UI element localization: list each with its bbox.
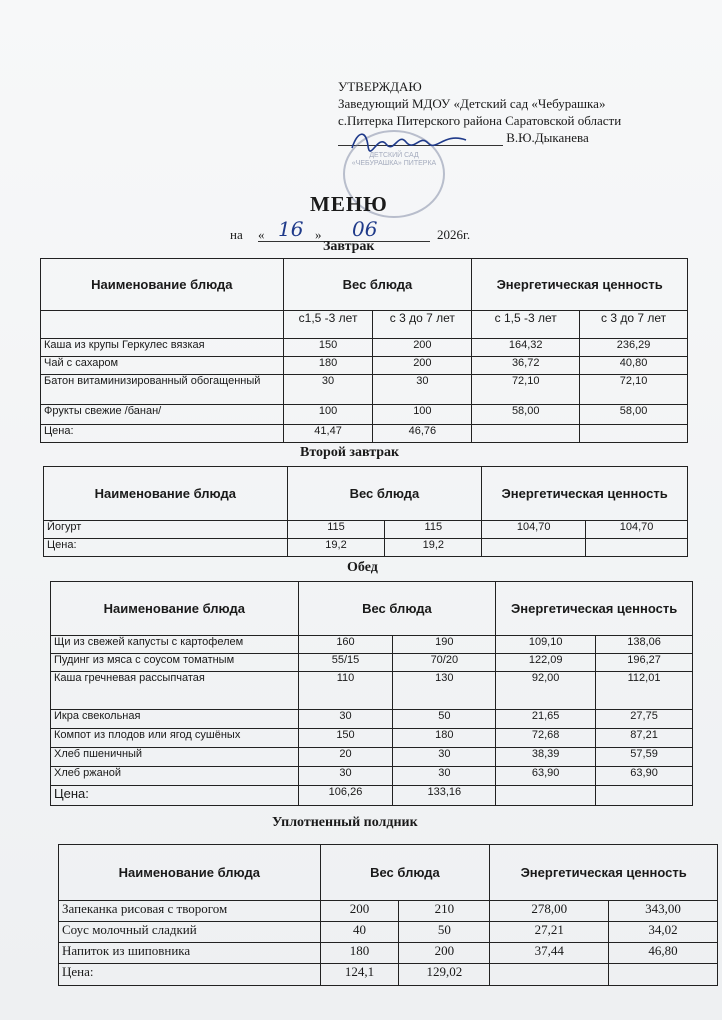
dish-name: Йогурт — [44, 521, 288, 539]
signer-name: В.Ю.Дыканева — [506, 130, 589, 145]
weight-younger: 180 — [320, 943, 399, 964]
header-name: Наименование блюда — [51, 582, 299, 636]
lunch-table — [50, 581, 693, 806]
weight-younger: 55/15 — [298, 654, 393, 672]
dish-name: Запеканка рисовая с творогом — [59, 901, 321, 922]
weight-younger: 150 — [283, 339, 373, 357]
weight-younger: 30 — [298, 767, 393, 786]
handwritten-signature — [348, 128, 468, 156]
menu-date — [230, 217, 490, 242]
weight-older: 210 — [399, 901, 490, 922]
approval-position: Заведующий МДОУ «Детский сад «Чебурашка» — [338, 96, 606, 111]
table-row — [59, 943, 718, 964]
table-header-row — [44, 467, 688, 521]
weight-older: 30 — [373, 375, 472, 405]
energy-older: 58,00 — [580, 405, 688, 425]
price-label: Цена: — [44, 539, 288, 557]
weight-older: 100 — [373, 405, 472, 425]
age-energy-older: с 3 до 7 лет — [580, 311, 688, 339]
weight-younger: 150 — [298, 729, 393, 748]
energy-older: 40,80 — [580, 357, 688, 375]
header-name: Наименование блюда — [59, 845, 321, 901]
weight-younger: 200 — [320, 901, 399, 922]
price-older: 133,16 — [393, 786, 496, 806]
weight-older: 50 — [393, 710, 496, 729]
weight-older: 50 — [399, 922, 490, 943]
header-energy: Энергетическая ценность — [496, 582, 693, 636]
header-energy: Энергетическая ценность — [490, 845, 718, 901]
stamp-text: ДЕТСКИЙ САД «ЧЕБУРАШКА» ПИТЕРКА — [351, 152, 437, 167]
table-row — [44, 521, 688, 539]
energy-younger: 164,32 — [472, 339, 580, 357]
header-weight: Вес блюда — [287, 467, 482, 521]
table-row — [51, 710, 693, 729]
energy-older: 46,80 — [609, 943, 718, 964]
dish-name: Соус молочный сладкий — [59, 922, 321, 943]
weight-older: 30 — [393, 748, 496, 767]
table-row — [59, 922, 718, 943]
energy-older: 34,02 — [609, 922, 718, 943]
approval-location: с.Питерка Питерского района Саратовской области — [338, 113, 622, 128]
second-breakfast-table — [43, 466, 688, 557]
weight-older: 115 — [385, 521, 482, 539]
energy-younger: 27,21 — [490, 922, 609, 943]
age-weight-younger: с1,5 -3 лет — [283, 311, 373, 339]
energy-older: 196,27 — [596, 654, 693, 672]
table-header-row — [59, 845, 718, 901]
dish-name: Компот из плодов или ягод сушёных — [51, 729, 299, 748]
energy-younger: 37,44 — [490, 943, 609, 964]
weight-older: 190 — [393, 636, 496, 654]
table-header-row — [41, 259, 688, 311]
table-row — [41, 339, 688, 357]
dish-name: Каша из крупы Геркулес вязкая — [41, 339, 284, 357]
energy-older: 138,06 — [596, 636, 693, 654]
table-row — [51, 672, 693, 710]
energy-older: 236,29 — [580, 339, 688, 357]
dish-name: Батон витаминизированный обогащенный — [41, 375, 284, 405]
energy-younger: 122,09 — [496, 654, 596, 672]
weight-younger: 110 — [298, 672, 393, 710]
date-month: 06 — [352, 217, 378, 241]
weight-older: 30 — [393, 767, 496, 786]
energy-younger: 109,10 — [496, 636, 596, 654]
age-subheader-row — [41, 311, 688, 339]
weight-older: 200 — [373, 339, 472, 357]
table-row — [41, 405, 688, 425]
age-energy-younger: с 1,5 -3 лет — [472, 311, 580, 339]
dish-name: Пудинг из мяса с соусом томатным — [51, 654, 299, 672]
page-title: МЕНЮ — [310, 192, 388, 216]
breakfast-table — [40, 258, 688, 443]
dish-name: Икра свекольная — [51, 710, 299, 729]
energy-older: 63,90 — [596, 767, 693, 786]
energy-older: 343,00 — [609, 901, 718, 922]
price-label: Цена: — [59, 964, 321, 986]
energy-older: 72,10 — [580, 375, 688, 405]
table-header-row — [51, 582, 693, 636]
weight-older: 200 — [399, 943, 490, 964]
weight-older: 70/20 — [393, 654, 496, 672]
price-row — [41, 425, 688, 443]
header-name: Наименование блюда — [41, 259, 284, 311]
price-label: Цена: — [51, 786, 299, 806]
header-energy: Энергетическая ценность — [482, 467, 688, 521]
price-younger: 124,1 — [320, 964, 399, 986]
price-younger: 106,26 — [298, 786, 393, 806]
approval-heading: УТВЕРЖДАЮ — [338, 79, 422, 94]
dish-name: Чай с сахаром — [41, 357, 284, 375]
table-row — [51, 767, 693, 786]
price-younger: 41,47 — [283, 425, 373, 443]
table-row — [41, 375, 688, 405]
energy-younger: 72,10 — [472, 375, 580, 405]
weight-older: 130 — [393, 672, 496, 710]
energy-younger: 72,68 — [496, 729, 596, 748]
price-row — [44, 539, 688, 557]
price-older: 129,02 — [399, 964, 490, 986]
weight-younger: 40 — [320, 922, 399, 943]
date-day: 16 — [278, 217, 304, 241]
energy-younger: 104,70 — [482, 521, 586, 539]
weight-older: 180 — [393, 729, 496, 748]
price-older: 19,2 — [385, 539, 482, 557]
date-year: 2026г. — [437, 227, 471, 242]
date-prefix: на — [230, 227, 243, 242]
header-weight: Вес блюда — [320, 845, 490, 901]
weight-younger: 115 — [287, 521, 385, 539]
energy-younger: 38,39 — [496, 748, 596, 767]
weight-younger: 160 — [298, 636, 393, 654]
table-row — [51, 729, 693, 748]
weight-younger: 30 — [283, 375, 373, 405]
weight-older: 200 — [373, 357, 472, 375]
dish-name: Напиток из шиповника — [59, 943, 321, 964]
section-title-second-breakfast: Второй завтрак — [300, 445, 400, 460]
section-title-breakfast: Завтрак — [323, 239, 375, 254]
energy-younger: 21,65 — [496, 710, 596, 729]
price-older: 46,76 — [373, 425, 472, 443]
table-row — [51, 654, 693, 672]
snack-table — [58, 844, 718, 986]
dish-name: Хлеб пшеничный — [51, 748, 299, 767]
date-quote-close: » — [315, 227, 322, 242]
weight-younger: 180 — [283, 357, 373, 375]
dish-name: Щи из свежей капусты с картофелем — [51, 636, 299, 654]
energy-younger: 92,00 — [496, 672, 596, 710]
energy-older: 57,59 — [596, 748, 693, 767]
header-weight: Вес блюда — [298, 582, 496, 636]
dish-name: Хлеб ржаной — [51, 767, 299, 786]
header-weight: Вес блюда — [283, 259, 472, 311]
energy-older: 104,70 — [586, 521, 688, 539]
weight-younger: 20 — [298, 748, 393, 767]
energy-younger: 36,72 — [472, 357, 580, 375]
price-row — [51, 786, 693, 806]
header-name: Наименование блюда — [44, 467, 288, 521]
energy-younger: 58,00 — [472, 405, 580, 425]
table-row — [59, 901, 718, 922]
dish-name: Каша гречневая рассыпчатая — [51, 672, 299, 710]
price-row — [59, 964, 718, 986]
section-title-lunch: Обед — [347, 560, 378, 575]
energy-older: 27,75 — [596, 710, 693, 729]
table-row — [51, 636, 693, 654]
date-quote-open: « — [258, 227, 265, 242]
weight-younger: 30 — [298, 710, 393, 729]
table-row — [51, 748, 693, 767]
section-title-snack: Уплотненный полдник — [272, 815, 418, 830]
energy-younger: 278,00 — [490, 901, 609, 922]
energy-younger: 63,90 — [496, 767, 596, 786]
dish-name: Фрукты свежие /банан/ — [41, 405, 284, 425]
energy-older: 112,01 — [596, 672, 693, 710]
age-weight-older: с 3 до 7 лет — [373, 311, 472, 339]
price-label: Цена: — [41, 425, 284, 443]
price-younger: 19,2 — [287, 539, 385, 557]
table-row — [41, 357, 688, 375]
weight-younger: 100 — [283, 405, 373, 425]
header-energy: Энергетическая ценность — [472, 259, 688, 311]
energy-older: 87,21 — [596, 729, 693, 748]
